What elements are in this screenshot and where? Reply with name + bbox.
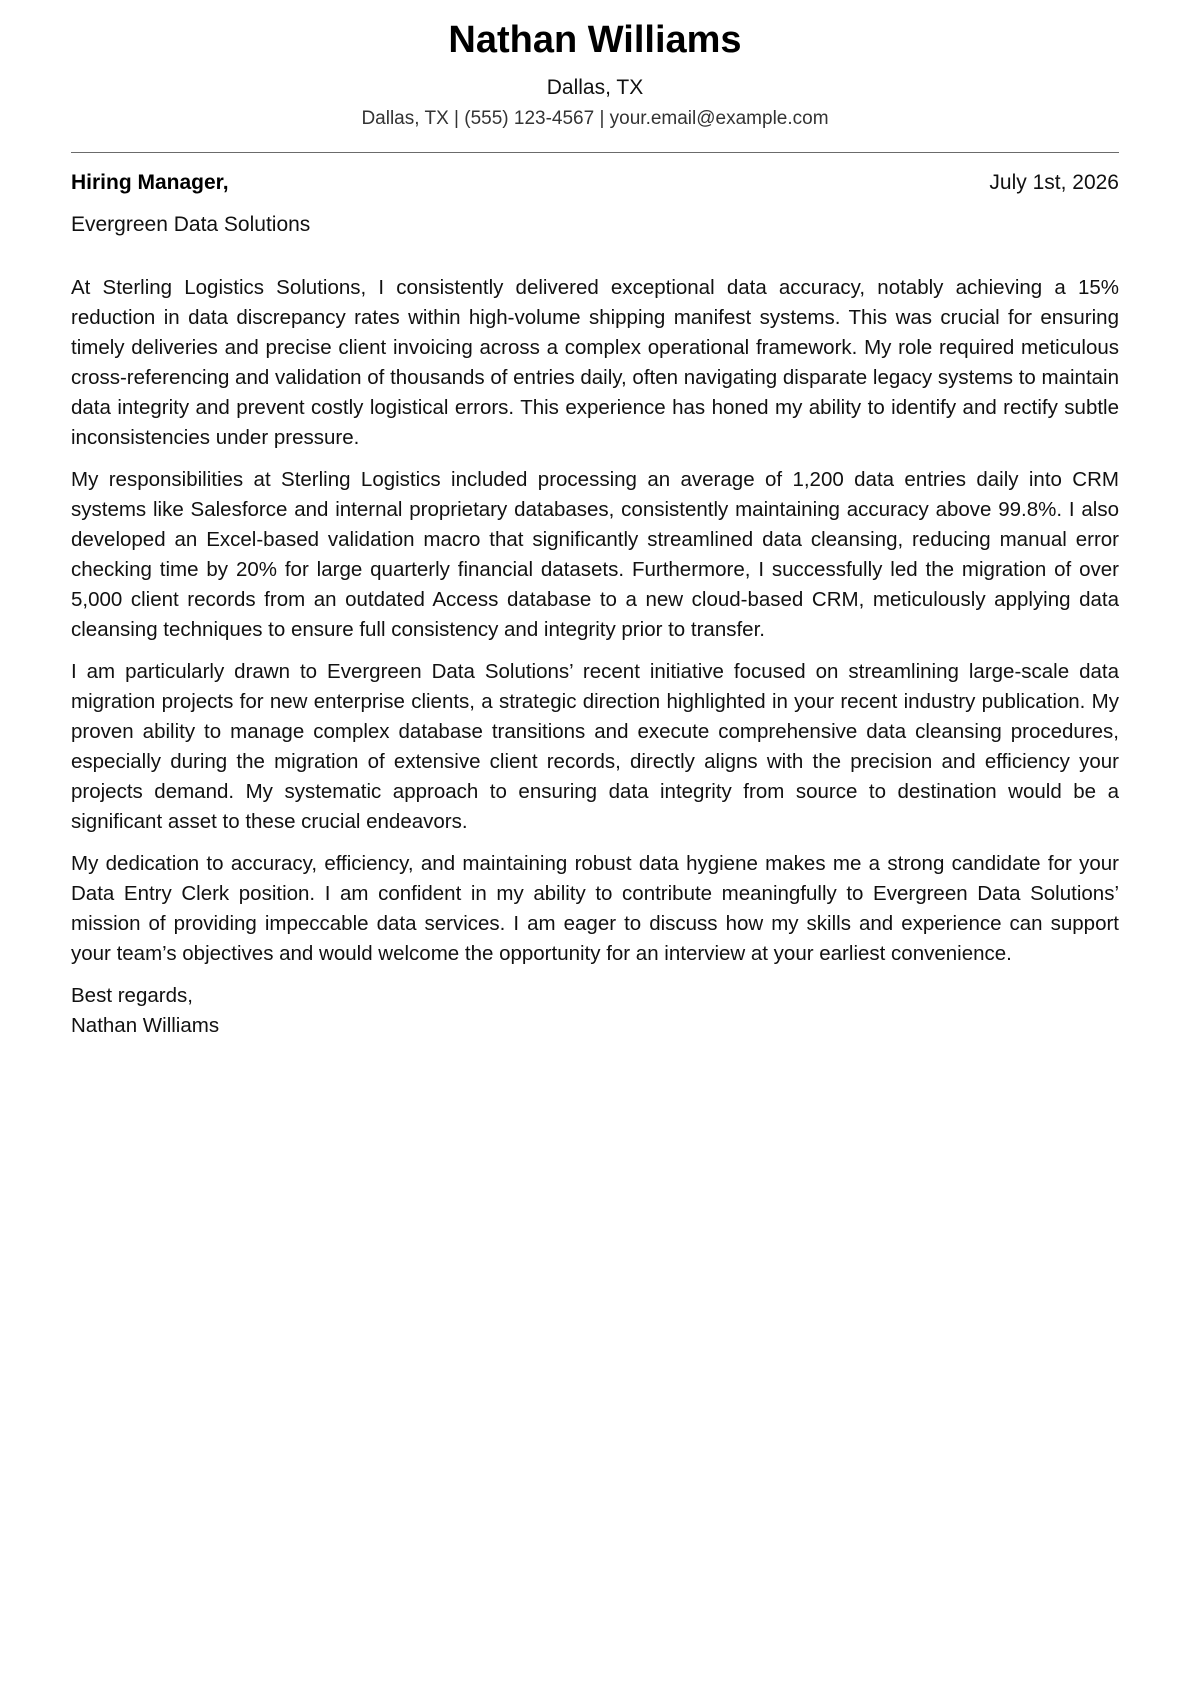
applicant-contact-line: Dallas, TX | (555) 123-4567 | your.email@example.com xyxy=(361,108,829,129)
header-divider xyxy=(71,152,1119,153)
body-paragraph-1: At Sterling Logistics Solutions, I consistently delivered exceptional data accuracy, notably achieving a 15% reduction in data discrepancy rates within high-volume shipping manifest systems. This was crucial for ensuring timely deliveries and precise client invoicing across a complex operational framework. My role required meticulous cross-referencing and validation of thousands of entries daily, often navigating disparate legacy systems to maintain data integrity and prevent costly logistical errors. This experience has honed my ability to identify and rectify subtle inconsistencies under pressure. xyxy=(71,276,1119,449)
body-paragraph-4: My dedication to accuracy, efficiency, and maintaining robust data hygiene makes me a strong candidate for your Data Entry Clerk position. I am confident in my ability to contribute meaningfully to Evergreen Data Solutions’ mission of providing impeccable data services. I am eager to discuss how my skills and experience can support your team’s objectives and would welcome the opportunity for an interview at your earliest convenience. xyxy=(71,852,1119,965)
letter-header xyxy=(71,0,1119,131)
closing-signature: Nathan Williams xyxy=(71,1014,220,1037)
letter-date: July 1st, 2026 xyxy=(989,171,1119,194)
body-paragraph-2: My responsibilities at Sterling Logistics included processing an average of 1,200 data entries daily into CRM systems like Salesforce and internal proprietary databases, consistently maintaining accuracy above 99.8%. I also developed an Excel-based validation macro that significantly streamlined data cleansing, reducing manual error checking time by 20% for large quarterly financial datasets. Furthermore, I successfully led the migration of over 5,000 client records from an outdated Access database to a new cloud-based CRM, meticulously applying data cleansing techniques to ensure full consistency and integrity prior to transfer. xyxy=(71,468,1119,641)
recipient-name: Hiring Manager, xyxy=(71,171,229,194)
applicant-name: Nathan Williams xyxy=(448,19,742,61)
applicant-location: Dallas, TX xyxy=(546,76,644,99)
recipient-company: Evergreen Data Solutions xyxy=(71,213,311,236)
closing-salutation: Best regards, xyxy=(71,984,193,1007)
body-paragraph-3: I am particularly drawn to Evergreen Data Solutions’ recent initiative focused on streamlining large-scale data migration projects for new enterprise clients, a strategic direction highlighted in your recent industry publication. My proven ability to manage complex database transitions and execute comprehensive data cleansing procedures, especially during the migration of extensive client records, directly aligns with the precision and efficiency your projects demand. My systematic approach to ensuring data integrity from source to destination would be a significant asset to these crucial endeavors. xyxy=(71,660,1119,833)
letter-body xyxy=(71,273,1119,969)
recipient-date-row xyxy=(71,170,1119,196)
letter-closing xyxy=(71,981,1119,1041)
